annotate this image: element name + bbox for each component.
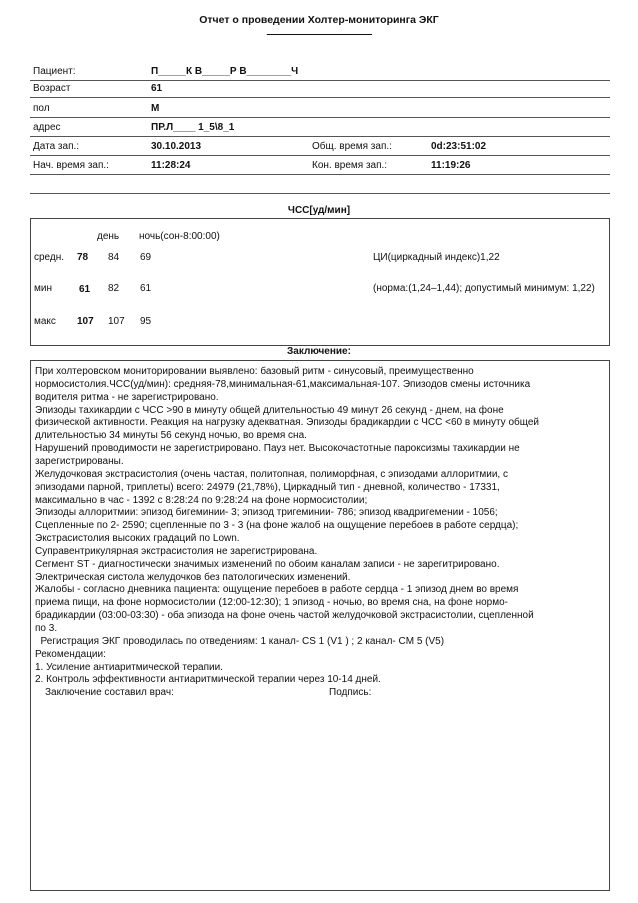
address-label: адрес — [33, 122, 61, 133]
circadian-index: ЦИ(циркадный индекс)1,22 — [373, 252, 500, 263]
hr-row-label: макс — [34, 316, 56, 327]
report-title: Отчет о проведении Холтер-мониторинга ЭКГ — [199, 14, 439, 26]
conclusion-line: 1. Усиление антиаритмической терапии. — [35, 661, 223, 673]
total-time-value: 0d:23:51:02 — [431, 141, 487, 152]
start-time-label: Нач. время зап.: — [33, 160, 109, 171]
conclusion-line: Эпизоды тахикардии с ЧСС >90 в минуту общей длительностью 49 минут 26 секунд - днем, на фоне — [35, 404, 504, 416]
conclusion-line: брадикардии (03:00-03:30) - оба эпизода на фоне очень частой желудочковой экстрасистолии, сцепленной — [35, 610, 534, 622]
conclusion-box — [30, 360, 610, 891]
conclusion-line: физической активности. Реакция на нагрузку адекватная. Эпизоды брадикардии с ЧСС <60 в минуту общей — [35, 417, 539, 429]
patient-name-label: Пациент: — [33, 66, 76, 77]
conclusion-line: Регистрация ЭКГ проводилась по отведениям: 1 канал- CS 1 (V1 ) ; 2 канал- CM 5 (V5) — [35, 635, 445, 647]
conclusion-line: максимально в час - 1392 с 8:28:24 по 9:28:24 на фоне нормосистолии; — [35, 494, 368, 506]
conclusion-line: зарегистрированы. — [35, 455, 124, 467]
conclusion-line: длительностью 34 минуты 56 секунд ночью, во время сна. — [35, 430, 307, 442]
conclusion-line: Нарушений проводимости не зарегистрировано. Пауз нет. Высокочастотные пароксизмы тахикардии не — [35, 443, 520, 455]
hr-row-day: 107 — [108, 316, 125, 327]
conclusion-line: приема пищи, на фоне нормосистолии (12:00-12:30); 1 эпизод - ночью, во время сна, на фоне нормо- — [35, 597, 509, 609]
patient-name-value: П_____К В_____Р В________Ч — [151, 66, 299, 77]
hr-box — [30, 218, 610, 346]
conclusion-line: Жалобы - согласно дневника пациента: ощущение перебоев в работе сердца - 1 эпизод днем во время — [35, 584, 519, 596]
hr-row-night: 61 — [140, 283, 152, 294]
conclusion-line: водителя ритма - не зарегистрировано. — [35, 391, 219, 403]
signature-label: Подпись: — [329, 687, 372, 698]
start-time-value: 11:28:24 — [151, 160, 191, 171]
hr-row-total: 107 — [77, 316, 94, 327]
record-date-value: 30.10.2013 — [151, 141, 202, 152]
hr-row-night: 69 — [140, 252, 152, 263]
conclusion-line: Желудочковая экстрасистолия (очень частая, политопная, полиморфная, с эпизодами аллоритмии, с — [35, 468, 508, 480]
address-value: ПР.Л____ 1_5\8_1 — [151, 122, 235, 133]
hr-col-night: ночь(сон-8:00:00) — [139, 231, 220, 242]
circadian-norm: (норма:(1,24–1,44); допустимый минимум: 1,22) — [373, 283, 595, 294]
hr-row-day: 84 — [108, 252, 120, 263]
conclusion-line: нормосистолия.ЧСС(уд/мин): средняя-78,минимальная-61,максимальная-107. Эпизодов смены источника — [35, 378, 531, 390]
hr-row-day: 82 — [108, 283, 120, 294]
conclusion-line: 2. Контроль эффективности антиаритмической терапии через 10-14 дней. — [35, 674, 381, 686]
end-time-value: 11:19:26 — [431, 160, 471, 171]
conclusion-line: Эпизоды аллоритмии: эпизод бигеминии- 3; эпизод тригеминии- 786; эпизод квадригемении - 1056; — [35, 507, 498, 519]
conclusion-line: Суправентрикулярная экстрасистолия не зарегистрирована. — [35, 545, 318, 557]
hr-col-day: день — [97, 231, 120, 242]
doctor-label: Заключение составил врач: — [45, 687, 174, 698]
total-time-label: Общ. время зап.: — [312, 141, 392, 152]
conclusion-line: Электрическая систола желудочков без патологических изменений. — [35, 571, 351, 583]
conclusion-line: по 3. — [35, 623, 58, 634]
hr-row-label: средн. — [34, 252, 65, 263]
record-date-label: Дата зап.: — [33, 141, 80, 152]
conclusion-line: Сегмент ST - диагностически значимых изменений по обоим каналам записи - не зарегитрировано. — [35, 558, 500, 570]
conclusion-line: При холтеровском мониторировании выявлено: базовый ритм - синусовый, преимущественно — [35, 366, 474, 377]
conclusion-line: Рекомендации: — [35, 648, 106, 660]
end-time-label: Кон. время зап.: — [312, 160, 388, 171]
sex-value: М — [151, 103, 160, 114]
sex-label: пол — [33, 103, 50, 114]
conclusion-line: Экстрасистолия высоких градаций по Lown. — [35, 533, 240, 545]
conclusion-line: эпизодами парной, триплеты) всего: 24979 (21,78%), Циркадный тип - дневной, количество - 17331, — [35, 481, 500, 493]
conclusion-title: Заключение: — [287, 346, 351, 357]
hr-title: ЧСС[уд/мин] — [287, 205, 351, 216]
conclusion-line: Сцепленные по 2- 2590; сцепленные по 3 - 3 (на фоне жалоб на ощущение перебоев в работе сердца); — [35, 520, 519, 532]
hr-row-night: 95 — [140, 316, 152, 327]
age-value: 61 — [151, 83, 163, 94]
hr-row-total: 61 — [79, 284, 91, 295]
hr-row-label: мин — [34, 283, 52, 294]
hr-row-total: 78 — [77, 252, 89, 263]
age-label: Возраст — [33, 83, 71, 94]
title-underline: ––––––––––––––––––––––– — [266, 29, 372, 40]
